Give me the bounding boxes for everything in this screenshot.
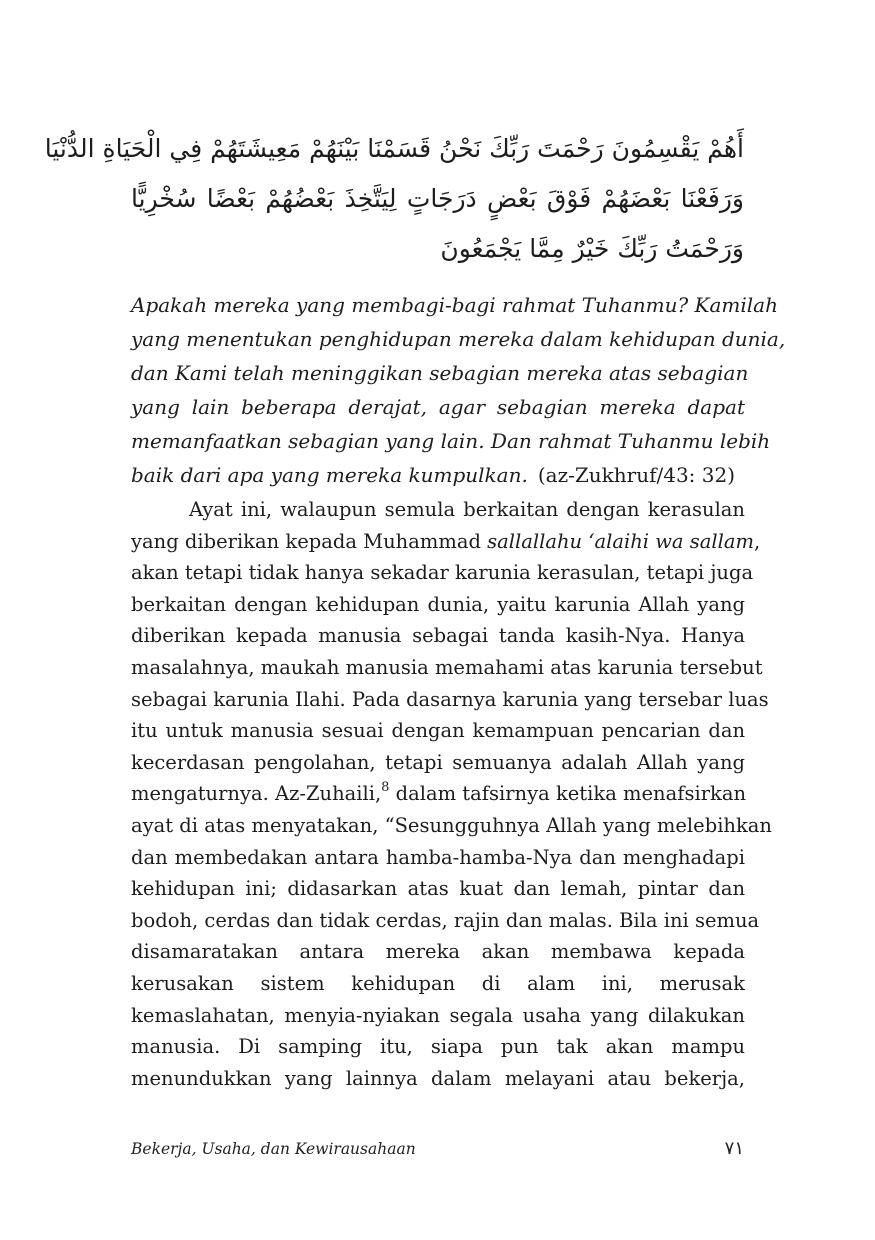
honorific-italic: sallallahu ‘alaihi wa sallam bbox=[487, 529, 754, 553]
translation-line-1: Apakah mereka yang membagi-bagi rahmat Tuhanmu? Kamilah bbox=[131, 293, 778, 317]
body-line-text: mengaturnya. Az-Zuhaili, bbox=[131, 782, 382, 806]
body-line: berkaitan dengan kehidupan dunia, yaitu karunia Allah yang bbox=[131, 592, 745, 616]
running-footer-title: Bekerja, Usaha, dan Kewirausahaan bbox=[131, 1140, 416, 1158]
arabic-line-1: أَهُمْ يَقْسِمُونَ رَحْمَتَ رَبِّكَ نَحْنُ قَسَمْنَا بَيْنَهُمْ مَعِيشَتَهُمْ فِي الْحَيَاةِ الدُّنْيَا bbox=[44, 134, 744, 163]
body-line-text: , bbox=[753, 529, 761, 553]
translation-line-5: memanfaatkan sebagian yang lain. Dan rahmat Tuhanmu lebih bbox=[131, 429, 771, 453]
body-line-text: yang diberikan kepada Muhammad bbox=[131, 529, 488, 553]
body-line: akan tetapi tidak hanya sekadar karunia kerasulan, tetapi juga bbox=[131, 561, 754, 585]
body-line: diberikan kepada manusia sebagai tanda kasih-Nya. Hanya bbox=[131, 624, 745, 648]
arabic-line-2: وَرَفَعْنَا بَعْضَهُمْ فَوْقَ بَعْضٍ دَرَجَاتٍ لِيَتَّخِذَ بَعْضُهُمْ بَعْضًا سُخْرِيًّا bbox=[131, 184, 744, 213]
translation-line-6 bbox=[131, 458, 745, 492]
body-paragraph bbox=[131, 494, 772, 1094]
body-line: kerusakan sistem kehidupan di alam ini, merusak bbox=[131, 971, 745, 995]
body-line: dan membedakan antara hamba-hamba-Nya dan menghadapi bbox=[131, 845, 745, 869]
translation-line-4: yang lain beberapa derajat, agar sebagian mereka dapat bbox=[131, 395, 745, 419]
body-line: sebagai karunia Ilahi. Pada dasarnya karunia yang tersebar luas bbox=[131, 687, 769, 711]
body-line: itu untuk manusia sesuai dengan kemampuan pencarian dan bbox=[131, 719, 745, 743]
body-line: menundukkan yang lainnya dalam melayani atau bekerja, bbox=[131, 1066, 745, 1090]
quran-verse-arabic bbox=[44, 124, 744, 274]
body-line: kehidupan ini; didasarkan atas kuat dan lemah, pintar dan bbox=[131, 877, 745, 901]
body-line: kemaslahatan, menyia-nyiakan segala usaha yang dilakukan bbox=[131, 1003, 745, 1027]
body-line bbox=[131, 526, 761, 558]
translation-line-2: yang menentukan penghidupan mereka dalam kehidupan dunia, bbox=[131, 327, 786, 351]
body-line: Ayat ini, walaupun semula berkaitan dengan kerasulan bbox=[189, 498, 745, 521]
body-line: bodoh, cerdas dan tidak cerdas, rajin dan malas. Bila ini semua bbox=[131, 908, 760, 932]
verse-translation bbox=[131, 288, 786, 492]
body-line: ayat di atas menyatakan, “Sesungguhnya Allah yang melebihkan bbox=[131, 813, 772, 837]
arabic-line-3: وَرَحْمَتُ رَبِّكَ خَيْرٌ مِمَّا يَجْمَعُونَ bbox=[440, 234, 744, 263]
body-line bbox=[131, 778, 745, 810]
body-line-text: dalam tafsirnya ketika menafsirkan bbox=[389, 782, 747, 806]
translation-line-3: dan Kami telah meninggikan sebagian mereka atas sebagian bbox=[131, 361, 749, 385]
body-line: masalahnya, maukah manusia memahami atas karunia tersebut bbox=[131, 655, 763, 679]
translation-line-6-text: baik dari apa yang mereka kumpulkan. bbox=[131, 463, 528, 487]
body-line: disamaratakan antara mereka akan membawa kepada bbox=[131, 940, 745, 964]
page-number: ٧١ bbox=[724, 1138, 744, 1159]
body-line: manusia. Di samping itu, siapa pun tak akan mampu bbox=[131, 1035, 745, 1059]
footnote-marker[interactable]: 8 bbox=[381, 780, 390, 796]
verse-reference: (az-Zukhruf/43: 32) bbox=[537, 463, 736, 487]
body-line: kecerdasan pengolahan, tetapi semuanya adalah Allah yang bbox=[131, 750, 745, 774]
